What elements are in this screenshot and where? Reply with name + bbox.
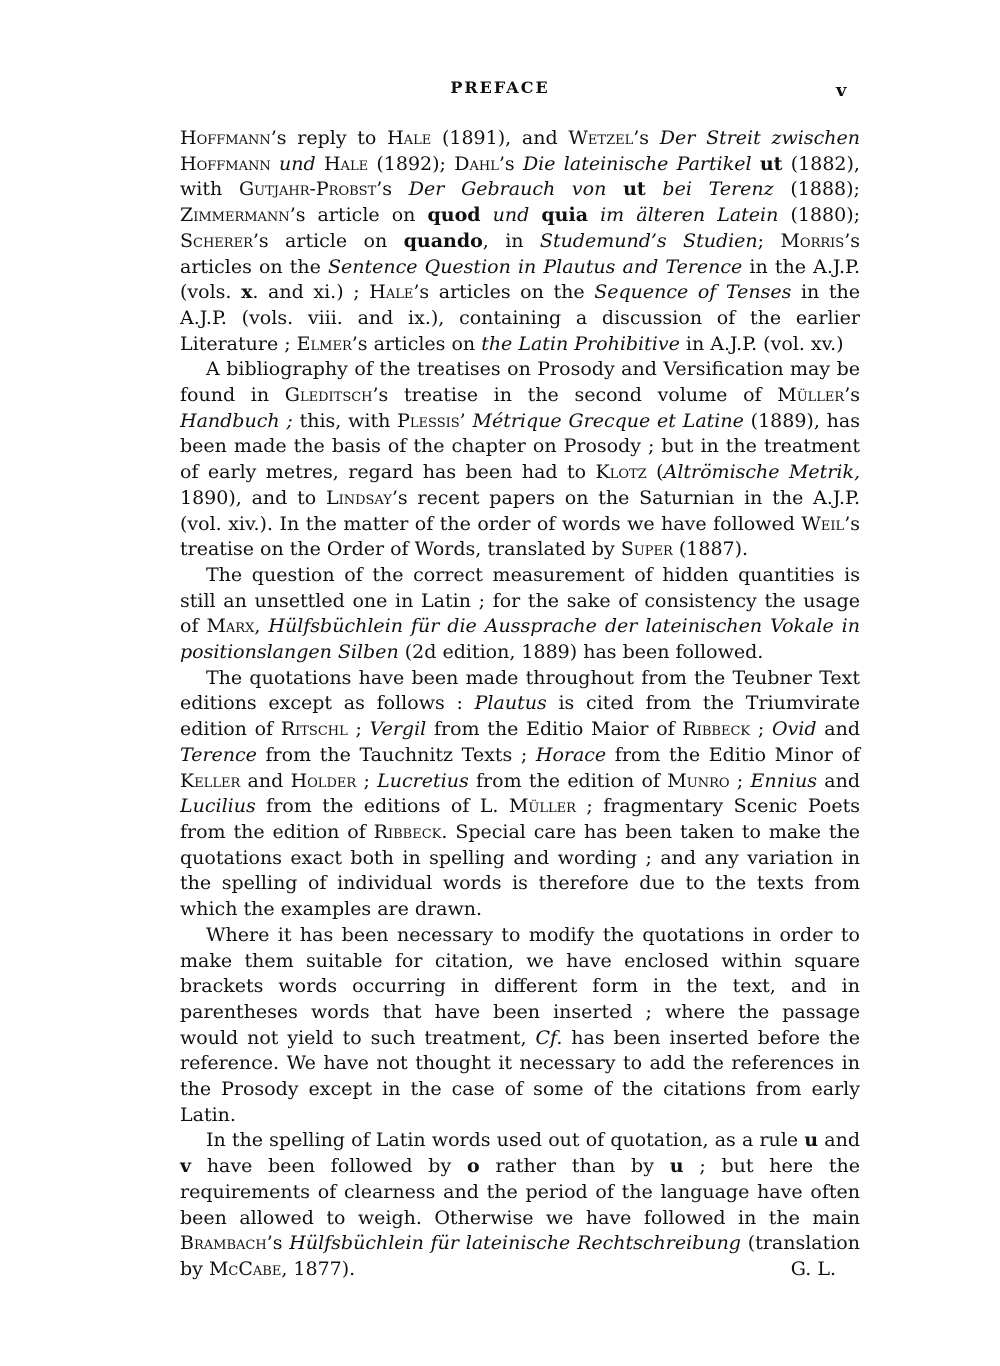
text-run: Lucilius	[180, 795, 256, 818]
text-run: ;	[757, 229, 781, 252]
text-run: Hülfsbüchlein für lateinische Rechtschreibung	[289, 1232, 741, 1255]
text-run: ; but here the requirements of clearness and the period of the language have often been allowed to weigh. Otherwise we have followed in the main	[180, 1155, 860, 1229]
text-run: ’s	[498, 152, 523, 175]
text-run: v	[180, 1155, 192, 1178]
text-run: Where it has been necessary to modify the quotations in order to make them suitable for citation, we have enclosed within square brackets words occurring in different form in the text, and in parentheses words that have been inserted ; where the passage would not yield to such treatment,	[180, 923, 860, 1049]
text-run: Holder	[290, 769, 357, 792]
signature: G. L.	[790, 1257, 836, 1280]
text-run: Klotz	[595, 461, 647, 484]
text-run: ;	[750, 718, 772, 741]
text-run: ’s reply to	[270, 127, 388, 149]
text-run: quia	[541, 204, 589, 227]
text-run: Plessis	[397, 409, 460, 432]
text-run: Sentence Question in Plautus and Terence	[328, 255, 743, 278]
text-run: . Special care has been taken to make the quotations exact both in spelling and wording ; and any variation in the spelling of individual words is therefore due to the texts from which the examples are drawn.	[180, 820, 860, 921]
text-run: ;	[729, 769, 751, 792]
text-run: Die lateinische Partikel	[522, 152, 752, 175]
text-run: Lucretius	[377, 769, 469, 792]
text-run: . and xi.) ;	[252, 281, 370, 304]
text-run: The question of the correct measurement of hidden quantities is still an unsettled one in Latin ; for the sake of consistency the usage of	[180, 563, 860, 638]
text-run: im älteren Latein	[600, 204, 779, 227]
text-run: from the edition of	[468, 769, 668, 792]
paragraph-modifications	[180, 923, 860, 1129]
text-run: A bibliography of the treatises on Prosody and Versification may be found in	[180, 358, 860, 407]
text-run: Gleditsch	[284, 384, 373, 407]
paragraph-quotations	[180, 666, 860, 923]
text-run: is cited from the Triumvirate edition of	[180, 692, 860, 741]
text-run: ; fragmentary Scenic Poets from the edition of	[180, 795, 860, 843]
text-run: ’s articles on the	[413, 281, 595, 304]
text-run: In the spelling of Latin words used out of quotation, as a rule	[206, 1129, 805, 1152]
text-run: (	[646, 461, 664, 484]
text-run: (1889), has been made the basis of the chapter on Prosody ; but in the treatment of early metres, regard has been had to	[180, 409, 860, 484]
text-run: Métrique Grecque et Latine	[472, 409, 744, 432]
text-run: from the Editio Maior of	[426, 718, 683, 741]
text-run: Weil	[801, 512, 845, 535]
text-run: in the A.J.P. (vols. viii. and ix.), containing a discussion of the earlier Literature ;	[180, 281, 860, 355]
text-run: Studemund’s Studien	[539, 229, 758, 252]
text-run: Keller	[180, 769, 241, 792]
text-run	[606, 178, 623, 200]
text-run: Super	[620, 538, 673, 561]
text-run: und	[279, 152, 316, 175]
text-run: (2d edition, 1889) has been followed.	[398, 641, 764, 664]
text-run: Horace	[535, 743, 607, 766]
text-run: Ribbeck	[682, 718, 751, 741]
text-run: Der Streit zwischen	[659, 127, 860, 149]
text-run: Müller	[508, 795, 576, 818]
text-run: in the A.J.P. (vols.	[180, 255, 861, 304]
text-run: Lindsay	[325, 486, 392, 509]
paragraph-bibliography	[180, 357, 860, 563]
text-run: Zimmermann	[180, 204, 290, 227]
text-run: Handbuch ;	[180, 409, 293, 432]
text-run	[588, 204, 600, 226]
text-run: ’s treatise on the Order of Words, translated by	[180, 512, 860, 561]
text-run: from the editions of L.	[255, 795, 509, 818]
text-run: (1891), and	[431, 127, 569, 149]
text-run: Hülfsbüchlein für die Aussprache der lateinischen Vokale in positionslangen Silben	[180, 615, 860, 664]
text-run: Hale	[387, 127, 432, 149]
text-run: Der Gebrauch von	[408, 178, 607, 201]
text-run: (1882), with	[180, 152, 860, 201]
running-title: PREFACE	[450, 78, 550, 97]
text-run: ’s	[844, 384, 860, 407]
text-run: Morris	[780, 229, 845, 252]
text-run: and	[816, 769, 861, 792]
text-run: Hale	[323, 152, 369, 175]
text-run: McCabe	[208, 1257, 282, 1280]
text-run: Vergil	[369, 718, 427, 741]
text-run: , in	[482, 229, 540, 252]
text-run: Hoffmann	[180, 152, 271, 175]
preface-body	[180, 126, 860, 1283]
text-run: ’	[459, 409, 473, 432]
text-run: and	[818, 1129, 860, 1152]
text-run: Ennius	[750, 769, 817, 792]
text-run: in A.J.P. (vol. xv.)	[679, 332, 844, 355]
text-run: quod	[427, 204, 481, 227]
text-run: Ovid	[771, 718, 817, 741]
text-run: (translation by	[180, 1232, 860, 1280]
text-run: Ribbeck	[373, 820, 442, 843]
text-run: from the Editio Minor of	[606, 743, 861, 766]
text-run: ’s articles on the	[180, 229, 860, 278]
text-run: from the Tauchnitz Texts ;	[256, 743, 536, 766]
text-run: ;	[347, 718, 370, 741]
text-run: Gutjahr-Probst	[238, 178, 377, 201]
text-run: and	[240, 769, 291, 792]
text-run: , 1877).	[281, 1257, 356, 1280]
text-run: Terence	[180, 743, 257, 766]
text-run: Wetzel	[568, 127, 634, 149]
text-run: 1890), and to	[180, 486, 326, 509]
text-run: ’s	[633, 127, 660, 149]
text-run	[271, 153, 279, 175]
text-run: u	[804, 1129, 819, 1152]
text-run: (1887).	[672, 538, 749, 561]
text-run: The quotations have been made throughout from the Teubner Text editions except as follows :	[180, 666, 860, 715]
text-run: ’s recent papers on the Saturnian in the A.J.P. (vol. xiv.). In the matter of the order of words we have followed	[180, 486, 861, 535]
text-run: ut	[623, 178, 646, 201]
text-run: ’s	[266, 1232, 290, 1255]
text-run: the Latin Prohibitive	[481, 332, 680, 355]
text-run	[646, 178, 663, 200]
text-run	[752, 153, 760, 175]
text-run: Hale	[369, 281, 414, 304]
page-number: v	[836, 80, 847, 101]
text-run: and	[816, 718, 860, 741]
text-run: Marx	[206, 615, 255, 638]
text-run: o	[466, 1155, 480, 1178]
paragraph-references	[180, 126, 860, 357]
text-run: Dahl	[454, 152, 499, 175]
text-run: ’s	[376, 178, 409, 201]
text-run: have been followed by	[191, 1155, 467, 1178]
text-run: Scherer	[180, 229, 253, 252]
text-run: Müller	[777, 384, 845, 407]
text-run: ;	[356, 769, 378, 792]
text-run	[481, 204, 493, 226]
text-run: (1880);	[778, 204, 861, 227]
text-run: Cf.	[535, 1026, 563, 1049]
text-run: ’s treatise in the second volume of	[372, 384, 778, 407]
text-run: Sequence of Tenses	[594, 281, 792, 304]
text-run: u	[669, 1155, 684, 1178]
text-run: ut	[759, 152, 783, 175]
text-run: und	[492, 204, 530, 227]
text-run: ’s article on	[252, 229, 404, 252]
text-run: Ritschl	[280, 718, 348, 741]
text-run: quando	[403, 229, 483, 252]
text-run: Munro	[667, 769, 730, 792]
text-run: Plautus	[474, 692, 547, 715]
text-run: Altrömische Metrik,	[663, 461, 860, 484]
text-run: this, with	[292, 409, 398, 432]
text-run: (1892);	[368, 152, 455, 175]
text-run: (1888);	[773, 178, 860, 201]
text-run: Brambach	[180, 1232, 267, 1255]
text-run: Hoffmann	[180, 127, 271, 149]
text-run: ’s article on	[289, 204, 428, 227]
text-run: bei Terenz	[662, 178, 774, 201]
paragraph-spelling	[180, 1128, 860, 1282]
text-run: rather than by	[479, 1155, 670, 1178]
text-run: ,	[254, 615, 269, 638]
text-run	[316, 153, 324, 175]
text-run: ’s articles on	[351, 332, 482, 355]
paragraph-hidden-quantities	[180, 563, 860, 666]
text-run: x	[241, 281, 253, 304]
text-run: Elmer	[296, 332, 352, 355]
text-run: has been inserted before the reference. We have not thought it necessary to add the references in the Prosody except in the case of some of the citations from early Latin.	[180, 1026, 861, 1126]
text-run	[529, 204, 541, 226]
